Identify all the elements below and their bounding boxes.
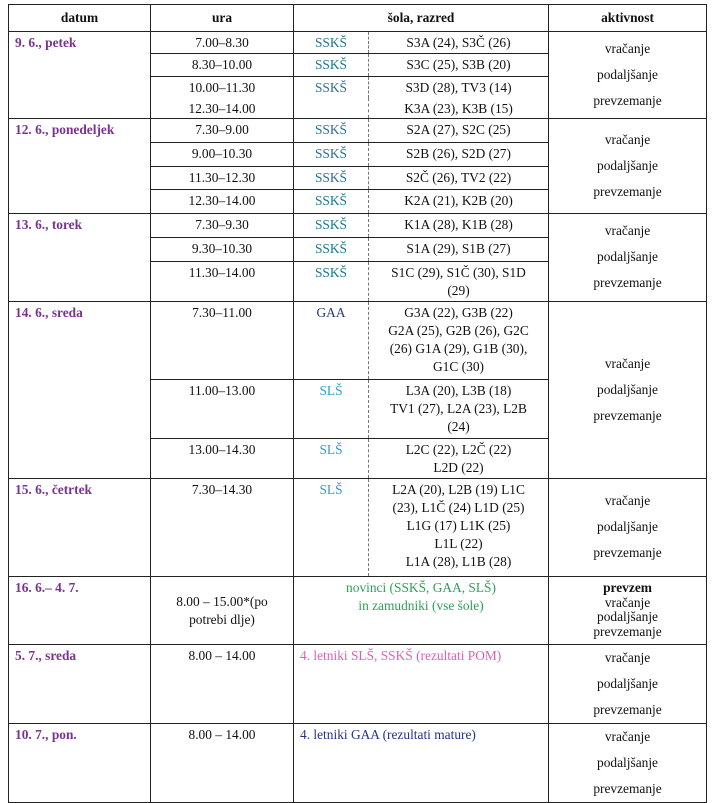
newcomers-line: novinci (SSKŠ, GAA, SLŠ) [346,579,496,595]
activity-return: vračanje [604,223,651,238]
date-cell: 16. 6.– 4. 7. [9,576,151,644]
classes-cell [369,261,549,301]
time-cell: 9.00–10.30 [151,142,294,166]
header-school: šola, razred [294,5,549,32]
header-activity: aktivnost [549,5,707,32]
school-cell: SSKŠ [294,189,369,213]
classes-cell: S2A (27), S2C (25) [369,118,549,142]
classes-cell: S3A (24), S3Č (26) [369,32,549,54]
classes-line: (23), L1Č (24) L1D (25) [392,499,525,515]
activity-return: vračanje [604,131,651,147]
seniors-note-cell: 4. letniki GAA (rezultati mature) [294,723,549,802]
table-row [9,478,707,576]
classes-line: L2A (20), L2B (19) L1C [392,481,525,497]
date-cell: 12. 6., ponedeljek [9,118,151,213]
classes-cell: K2A (21), K2B (20) [369,189,549,213]
time-cell: 11.00–13.00 [151,379,294,438]
classes-line: L1A (28), L1B (28) [405,553,512,569]
date-cell: 13. 6., torek [9,213,151,301]
classes-line: L2D (22) [433,459,484,475]
date-cell: 10. 7., pon. [9,723,151,802]
latecomers-line: in zamudniki (vse šole) [358,597,484,613]
table-row [9,213,707,237]
date-cell: 5. 7., sreda [9,644,151,723]
classes-line: S1C (29), S1Č (30), S1D [391,264,526,280]
school-cell: SSKŠ [294,54,369,77]
activity-collect: prevzemanje [593,623,662,639]
classes-cell: K1A (28), K1B (28) [369,213,549,237]
activity-collect: prevzemanje [593,545,662,560]
header-time: ura [151,5,294,32]
activity-collect: prevzemanje [593,407,662,423]
classes-cell [369,301,549,379]
date-cell: 14. 6., sreda [9,301,151,478]
time-cell: 12.30–14.00 [151,189,294,213]
schedule-table [8,4,707,803]
time-cell: 7.30–9.30 [151,213,294,237]
classes-line: L1G (17) L1K (25) [406,517,511,533]
classes-line: G1C (30) [433,358,484,374]
activity-cell [549,213,707,301]
newcomers-cell [294,576,549,644]
school-cell [294,98,369,119]
time-cell: 12.30–14.00 [151,98,294,119]
time-cell: 7.30–11.00 [151,301,294,379]
time-cell: 11.30–14.00 [151,261,294,301]
time-line: 8.00 – 15.00*(po [176,594,268,609]
school-cell: SSKŠ [294,213,369,237]
classes-line: (29) [447,282,470,298]
activity-cell [549,32,707,119]
classes-cell: S2B (26), S2D (27) [369,142,549,166]
activity-collect: prevzemanje [593,183,662,199]
school-cell: SSKŠ [294,32,369,54]
table-row [9,644,707,723]
school-cell: SSKŠ [294,237,369,261]
classes-cell: K3A (23), K3B (15) [369,98,549,119]
time-cell: 8.00 – 14.00 [151,723,294,802]
activity-extend: podaljšanje [597,754,658,770]
classes-cell: S1A (29), S1B (27) [369,237,549,261]
activity-cell [549,118,707,213]
activity-cell [549,478,707,576]
classes-cell: S3D (28), TV3 (14) [369,77,549,98]
activity-return: vračanje [604,493,651,508]
school-cell: SSKŠ [294,142,369,166]
activity-extend: podaljšanje [597,609,658,624]
classes-cell: S2Č (26), TV2 (22) [369,166,549,189]
activity-extend: podaljšanje [597,249,658,264]
school-cell: SLŠ [294,379,369,438]
activity-cell [549,644,707,723]
classes-cell [369,438,549,478]
time-cell: 7.30–14.30 [151,478,294,576]
activity-return: vračanje [604,728,651,744]
classes-line: L2C (22), L2Č (22) [405,441,512,457]
time-cell: 7.30–9.00 [151,118,294,142]
classes-cell [369,379,549,438]
activity-collect: prevzemanje [593,92,662,108]
school-cell: SSKŠ [294,77,369,98]
table-row [9,723,707,802]
activity-collect: prevzemanje [593,275,662,290]
header-date: datum [9,5,151,32]
school-cell: SSKŠ [294,166,369,189]
school-cell: SSKŠ [294,118,369,142]
time-cell [151,576,294,644]
classes-line: G2A (25), G2B (26), G2C [388,322,529,338]
classes-line: L1L (22) [434,535,483,551]
classes-line: TV1 (27), L2A (23), L2B [390,400,527,416]
activity-collect: prevzemanje [593,780,662,796]
activity-collect: prevzemanje [593,701,662,717]
classes-cell [369,478,549,576]
time-line: potrebi dlje) [189,612,255,627]
activity-return: vračanje [604,355,651,371]
classes-line: (26) G1A (29), G1B (30), [389,340,528,356]
table-row [9,576,707,644]
activity-pickup: prevzem [603,580,652,595]
date-cell: 9. 6., petek [9,32,151,119]
school-cell: SLŠ [294,438,369,478]
activity-return: vračanje [604,594,651,610]
time-cell: 8.00 – 14.00 [151,644,294,723]
time-cell: 11.30–12.30 [151,166,294,189]
date-cell: 15. 6., četrtek [9,478,151,576]
seniors-note-cell: 4. letniki SLŠ, SSKŠ (rezultati POM) [294,644,549,723]
activity-extend: podaljšanje [597,519,658,534]
time-cell: 8.30–10.00 [151,54,294,77]
table-row [9,32,707,54]
time-cell: 13.00–14.30 [151,438,294,478]
activity-return: vračanje [604,649,651,665]
activity-cell [549,576,707,644]
activity-extend: podaljšanje [597,66,658,82]
classes-line: G3A (22), G3B (22) [404,304,513,320]
classes-line: (24) [447,418,470,434]
activity-extend: podaljšanje [597,381,658,397]
time-cell: 9.30–10.30 [151,237,294,261]
school-cell: GAA [294,301,369,379]
activity-cell [549,301,707,478]
school-cell: SLŠ [294,478,369,576]
classes-cell: S3C (25), S3B (20) [369,54,549,77]
school-cell: SSKŠ [294,261,369,301]
classes-line: L3A (20), L3B (18) [405,382,512,398]
activity-extend: podaljšanje [597,675,658,691]
time-cell: 7.00–8.30 [151,32,294,54]
activity-cell [549,723,707,802]
header-row [9,5,707,32]
time-cell: 10.00–11.30 [151,77,294,98]
table-row [9,118,707,142]
activity-return: vračanje [604,40,651,56]
table-row [9,301,707,379]
activity-extend: podaljšanje [597,157,658,173]
